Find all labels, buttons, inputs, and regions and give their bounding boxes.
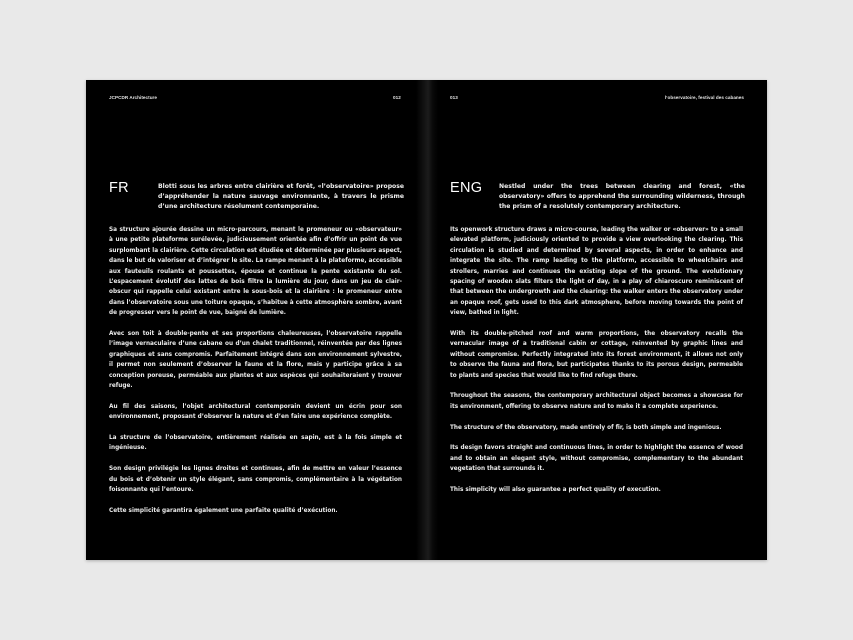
paragraph: Its openwork structure draws a micro-course, leading the walker or «observer» to a small elevated platform, judiciously oriented to provide a view overlooking the clearing. This circulation is studied and determined by several aspects, in order to enhance and integrate the site. The ramp leading to the platform, accessible to wheelchairs and strollers, marries and continues the existing slope of the ground. The evolutionary spacing of wooden slats filters the light of day, in a play of chiaroscuro reminiscent of that between the undergrowth and the clearing: the walker enters the observatory under an opaque roof, gets used to this dark atmosphere, before moving towards the point of view, bathed in light. [450, 227, 743, 317]
paragraph: With its double-pitched roof and warm proportions, the observatory recalls the vernacular image of a traditional cabin or cottage, reinvented by graphic lines and without compromise. Perfectly integrated into its forest environment, it allows not only to observe the fauna and flora, but participates thanks to its porous design, permeable to plants and species that would like to find refuge there. [450, 331, 743, 379]
intro-paragraph-fr: Blotti sous les arbres entre clairière et forêt, «l’observatoire» propose d’appréhender la nature sauvage environnante, à travers le prisme d’une architecture résolument contemporaine. [158, 183, 404, 211]
paragraph: The structure of the observatory, made entirely of fir, is both simple and ingenious. [450, 424, 722, 431]
book-spread [86, 80, 767, 560]
intro-paragraph-eng: Nestled under the trees between clearing and forest, «the observatory» offers to apprehend the surrounding wilderness, through the prism of a resolutely contemporary architecture. [499, 183, 745, 211]
page-number-left: 012 [393, 95, 401, 100]
body-text-fr [109, 225, 402, 527]
language-label-fr: FR [109, 180, 129, 196]
paragraph: This simplicity will also guarantee a perfect quality of execution. [450, 487, 661, 494]
paragraph: Its design favors straight and continuous lines, in order to highlight the essence of wood and to obtain an elegant style, without compromise, complementary to the abundant vegetation that surrounds it. [450, 445, 743, 473]
paragraph: La structure de l’observatoire, entièrement réalisée en sapin, est à la fois simple et ingénieuse. [109, 435, 402, 452]
page-number-right: 013 [450, 95, 458, 100]
left-page [86, 80, 426, 560]
paragraph: Sa structure ajourée dessine un micro-parcours, menant le promeneur ou «observateur» à une petite plateforme surélevée, judicieusement orientée afin d’offrir un point de vue surplombant la clairière. Cette circulation est étudiée et déterminée par plusieurs aspect, dans le but de valoriser et d’intégrer le site. La rampe menant à la plateforme, accessible aux fauteuils roulants et poussettes, épouse et continue la pente existante du sol. L’espacement évolutif des lattes de bois filtre la lumière du jour, dans un jeu de clair-obscur qui rappelle celui existant entre le sous-bois et la clairière : le promeneur entre dans l’observatoire sous une toiture opaque, s’habitue à cette atmosphère sombre, avant de progresser vers le point de vue, baigné de lumière. [109, 227, 402, 317]
paragraph: Au fil des saisons, l’objet architectural contemporain devient un écrin pour son environnement, proposant d’observer la nature et d’en faire une expérience complète. [109, 403, 402, 421]
language-label-eng: ENG [450, 180, 483, 196]
running-head-left: JCPCDR Architecture [109, 95, 158, 100]
paragraph: Avec son toit à double-pente et ses proportions chaleureuses, l’observatoire rappelle l’image vernaculaire d’une cabane ou d’un chalet traditionnel, réinventée par des lignes graphiques et sans compromis. Parfaitement intégré dans son environnement sylvestre, il permet non seulement d’observer la faune et la flore, mais y participe grâce à sa conception poreuse, perméable aux plantes et aux espèces qui souhaiteraient y trouver refuge. [109, 331, 402, 390]
paragraph: Son design privilégie les lignes droites et continues, afin de mettre en valeur l’essence du bois et d’obtenir un style élégant, sans compromis, complémentaire à la végétation foisonnante qui l’entoure. [109, 466, 402, 494]
running-head-right: l’observatoire, festival des cabanes [664, 95, 744, 100]
paragraph: Throughout the seasons, the contemporary architectural object becomes a showcase for its environment, offering to observe nature and to make it a complete experience. [450, 393, 743, 410]
right-page [427, 80, 767, 560]
paragraph: Cette simplicité garantira également une parfaite qualité d’exécution. [109, 507, 338, 514]
body-text-eng [450, 225, 743, 506]
